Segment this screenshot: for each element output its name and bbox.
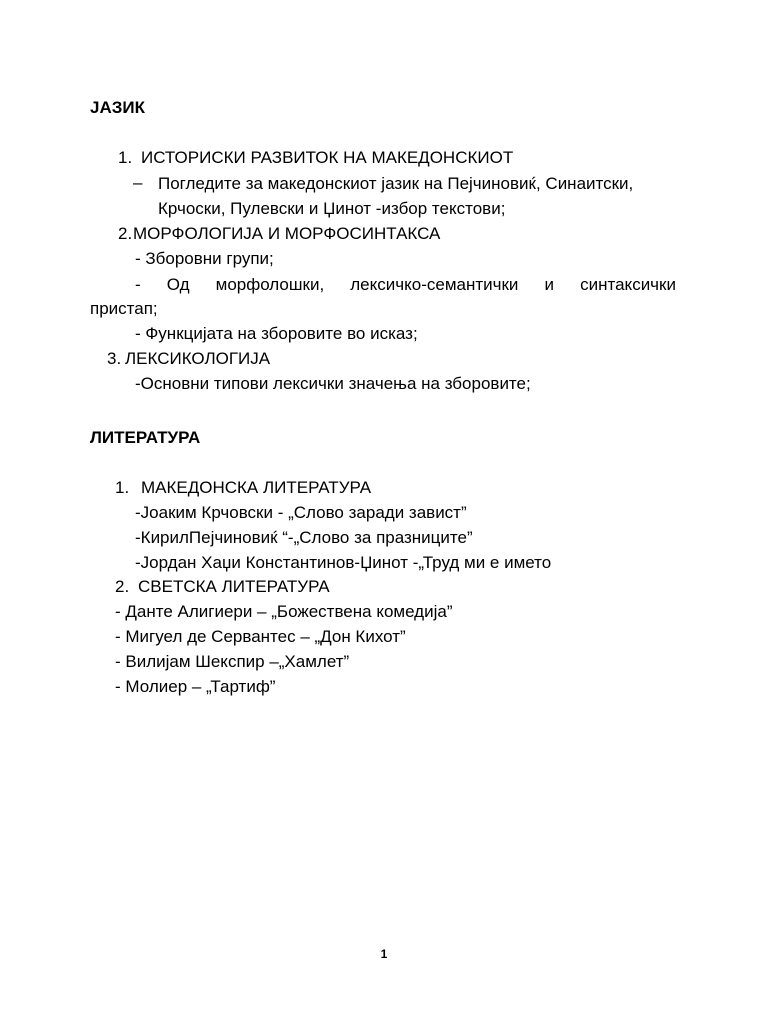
language-section-1-number: 1. xyxy=(118,148,133,167)
language-section-1-bullet-line2: Крчоски, Пулевски и Џинот -избор текстови; xyxy=(158,199,506,218)
language-section-1-bullet-line1: Погледите за македонскиот јазик на Пејчиновиќ, Синаитски, xyxy=(158,174,634,193)
word: морфолошки, xyxy=(215,275,325,294)
word: лексичко-семантички xyxy=(350,275,519,294)
language-section-1-dash: – xyxy=(133,173,143,192)
literature-section-2-item-1: - Данте Алигиери – „Божествена комедија” xyxy=(115,602,453,621)
language-section-2-item-2-continuation: пристап; xyxy=(90,299,158,318)
literature-section-1-item-3: -Јордан Хаџи Константинов-Џинот -„Труд ми е името xyxy=(135,553,552,572)
language-section-2-title: МОРФОЛОГИЈА И МОРФОСИНТАКСА xyxy=(133,224,441,243)
word: синтаксички xyxy=(580,275,676,294)
word: Од xyxy=(166,275,190,294)
page-number: 1 xyxy=(380,947,388,961)
language-section-2-item-1: - Зборовни групи; xyxy=(135,249,274,268)
literature-section-2-number: 2. xyxy=(115,577,130,596)
language-heading: ЈАЗИК xyxy=(90,98,145,117)
literature-section-1-item-2: -КирилПејчиновиќ “-„Слово за празниците” xyxy=(135,528,473,547)
language-section-3-number: 3. xyxy=(107,349,122,368)
language-section-2-number: 2. xyxy=(118,224,133,243)
literature-section-2-title: СВЕТСКА ЛИТЕРАТУРА xyxy=(138,577,330,596)
literature-section-1-number: 1. xyxy=(115,478,130,497)
language-section-2-item-3: - Функцијата на зборовите во исказ; xyxy=(135,324,418,343)
literature-section-2-item-2: - Мигуел де Сервантес – „Дон Кихот” xyxy=(115,627,406,646)
literature-section-2-item-3: - Вилијам Шекспир –„Хамлет” xyxy=(115,652,350,671)
word: - xyxy=(135,275,141,294)
language-section-2-item-2 xyxy=(135,273,676,297)
word: и xyxy=(544,275,555,294)
literature-section-1-title: МАКЕДОНСКА ЛИТЕРАТУРА xyxy=(141,478,372,497)
language-section-3-title: ЛЕКСИКОЛОГИЈА xyxy=(125,349,271,368)
literature-section-1-item-1: -Јоаким Крчовски - „Слово заради завист” xyxy=(135,503,467,522)
literature-section-2-item-4: - Молиер – „Тартиф” xyxy=(115,677,276,696)
language-section-1-title: ИСТОРИСКИ РАЗВИТОК НА МАКЕДОНСКИОТ xyxy=(141,148,514,167)
language-section-3-item-1: -Основни типови лексички значења на зборовите; xyxy=(135,374,531,393)
literature-heading: ЛИТЕРАТУРА xyxy=(90,428,201,447)
